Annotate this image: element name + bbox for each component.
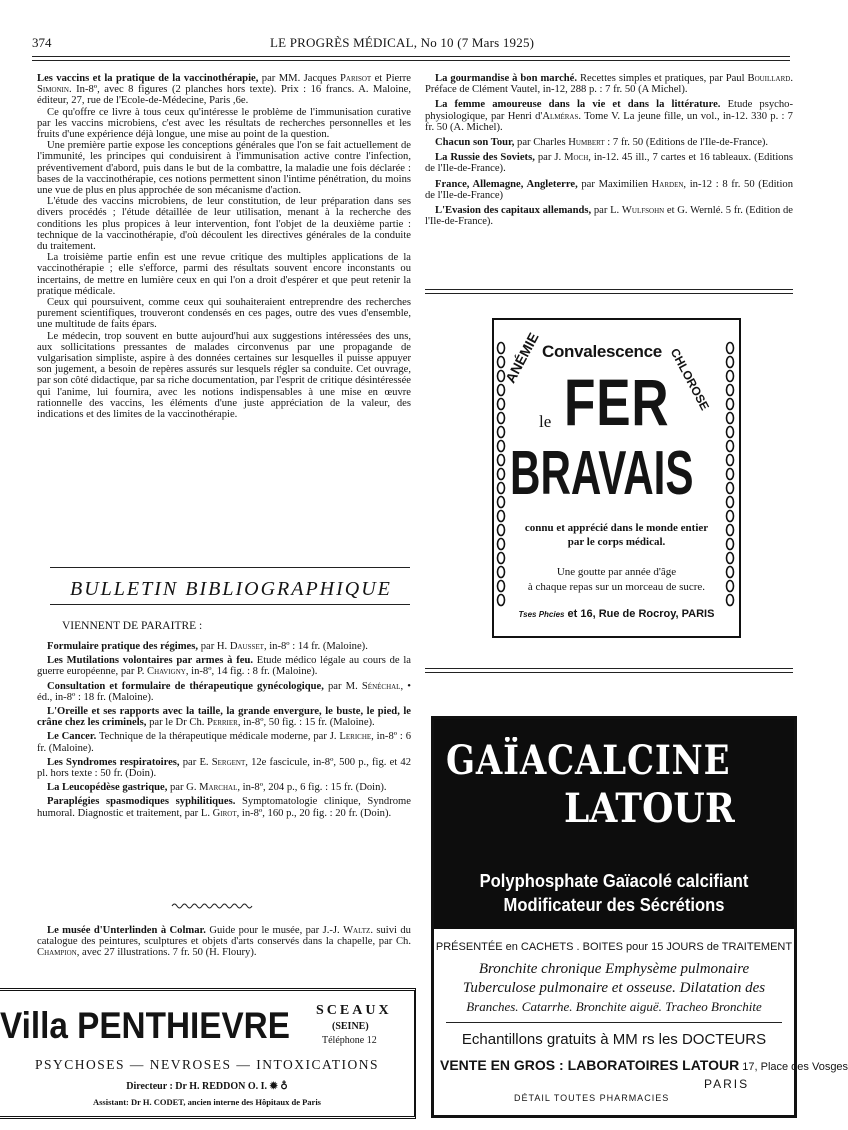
list-item: Les Syndromes respiratoires, par E. Sergent, 12e fascicule, in-8º, 500 p., fig. et 42 pl. hors texte : 50 fr. (Doin). (37, 756, 412, 780)
villa-penthievre-ad (0, 988, 416, 1119)
list-item: Le musée d'Unterlinden à Colmar. Guide pour le musée, par J.-J. Waltz. suivi du catalogue des peintures, sculptures et objets d'arts conservés dans la chapelle, par Ch. Champion, avec 27 illustrations. 7 fr. 50 (H. Floury). (37, 925, 411, 959)
list-item: Consultation et formulaire de thérapeutique gynécologique, par M. Sénéchal, • éd., in-8º : 18 fr. (Maloine). (37, 680, 411, 703)
author-name: Parisot (340, 73, 372, 84)
review-paragraph: Ceux qui poursuivent, comme ceux qui souhaiteraient entreprendre des recherches purement scientifiques, trouveront condensés en ces pages, outre des vues d'ensemble, une multitude de faits épars. (37, 297, 411, 331)
author-name: Simonin (37, 84, 69, 96)
fer-label: FER (564, 365, 670, 439)
list-item: L'Oreille et ses rapports avec la taille, la grande envergure, le buste, le pied, le crâne chez les criminels, par le Dr Ch. Perrier, in-8º, 50 fig. : 15 fr. (Maloine). (37, 706, 411, 729)
review-paragraph: L'étude des vaccins microbiens, de leur constitution, de leur préparation dans ses divers procédés ; l'étude détaillée de leur utilisation, menant à la recherche des conditions les plus propices à leur intervention, font l'objet de la deuxième partie : technique de la vaccinothérapie, d'où découlent les directives générales de la conduite du traitement. (37, 196, 411, 253)
review-paragraph: Ce qu'offre ce livre à tous ceux qu'intéresse le problème de l'immunisation curative par les vaccins microbiens, c'est avec les résultats de recherches personnelles et les fruits d'une expérience déjà longue, une mise au point de la question. (37, 106, 411, 141)
anemie-label: ANÉMIE (502, 329, 542, 386)
gaiacalcine-line-2: Modificateur des Sécrétions (503, 895, 725, 915)
fer-address: Tses Phcies et 16, Rue de Rocroy, PARIS (518, 608, 715, 620)
bulletin-heading: BULLETIN BIBLIOGRAPHIQUE (70, 578, 392, 600)
list-item: France, Allemagne, Angleterre, par Maximilien Harden, in-12 : 8 fr. 50 (Edition de l'Ile-de-France) (425, 178, 794, 201)
list-item: Paraplégies spasmodiques syphilitiques. Symptomatologie clinique, Syndrome humoral. Diagnostic et traitement, par L. Girot, in-8º, 160 p., 20 fig. : 20 fr. (Doin). (37, 796, 411, 819)
review-paragraph: Le médecin, trop souvent en butte aujourd'hui aux suggestions intéressées des uns, aux sollicitations pressantes de malades circonvenus par une propagande de vulgarisation simpliste, aspire à des données certaines sur lesquelles il puisse appuyer son jugement, a besoin de repères assurés sur lesquels régler sa conduite. Cet ouvrage, par son côté didactique, par sa riche documentation, par l'esprit de critique désintéressée qui l'anime, lui fournira, avec les notions indispensables à une mise en œuvre rationnelle des vaccins, les éléments d'une juste appréciation de la valeur, des indications et des limites de la vaccinothérapie. (37, 330, 411, 421)
villa-assistant: Assistant: Dr H. CODET, ancien interne des Hôpitaux de Paris (92, 1097, 321, 1107)
bulletin-bottom-rule (50, 604, 410, 605)
gaiacalcine-vente: VENTE EN GROS : LABORATOIRES LATOUR 17, Place des Vosges (440, 1057, 848, 1073)
gaiacalcine-line-1: Polyphosphate Gaïacolé calcifiant (479, 871, 749, 891)
review-title: Les vaccins et la pratique de la vaccinothérapie, (37, 73, 259, 84)
gaiacalcine-detail: DÉTAIL TOUTES PHARMACIES (514, 1093, 670, 1103)
villa-specialties: PSYCHOSES — NEVROSES — INTOXICATIONS (34, 1057, 380, 1072)
right-divider-2 (425, 668, 793, 673)
fer-line-4: à chaque repas sur un morceau de sucre. (527, 581, 706, 593)
gaiacalcine-presentation: PRÉSENTÉE en CACHETS . BOITES pour 15 JOURS de TRAITEMENT (435, 941, 793, 953)
right-column-list (425, 73, 793, 231)
header-rule (32, 56, 790, 61)
gaiacalcine-ad (431, 716, 848, 1118)
list-item: La Leucopédèse gastrique, par G. Marchal, in-8º, 204 p., 6 fig. : 15 fr. (Doin). (47, 782, 387, 794)
list-item: Chacun son Tour, par Charles Humbert : 7 fr. 50 (Editions de l'Ile-de-France). (435, 137, 769, 149)
gaiacalcine-samples: Echantillons gratuits à MM rs les DOCTEURS (461, 1031, 767, 1048)
wave-divider (172, 902, 252, 910)
gaiacalcine-indication-1: Bronchite chronique Emphysème pulmonaire (478, 961, 750, 977)
fer-line-1: connu et apprécié dans le monde entier (524, 522, 709, 534)
page-number: 374 (32, 35, 52, 50)
list-item: Formulaire pratique des régimes, par H. Dausset, in-8º : 14 fr. (Maloine). (47, 641, 368, 652)
list-item: La Russie des Soviets, par J. Moch, in-12. 45 ill., 7 cartes et 16 tableaux. (Editions de l'Ile-de-France). (425, 152, 794, 175)
fer-line-3: Une goutte par année d'âge (556, 566, 677, 578)
latour-brand: LATOUR (564, 785, 735, 832)
bravais-label: BRAVAIS (510, 439, 694, 508)
gaiacalcine-inner-rule (446, 1022, 782, 1023)
convalescence-label: Convalescence (542, 342, 662, 361)
review-paragraph: Une première partie expose les conceptions générales que l'on se fait actuellement de l'immunité, les principes qui conduisirent à l'immunisation active contre l'infection, préventivement d'abord, puis dans le but de la combattre, la maladie une fois déclarée : bases de la vaccinothérapie, ces notions permettent sinon l'intime pénétration, du moins une vue de plus en plus approchée de son mécanisme d'action. (37, 140, 411, 197)
villa-director: Directeur : Dr H. REDDON O. I. ✹ ♁ (126, 1081, 288, 1092)
bulletin-list (37, 641, 411, 822)
gaiacalcine-paris: PARIS (704, 1077, 750, 1091)
gaiacalcine-indication-2: Tuberculose pulmonaire et osseuse. Dilatation des (462, 980, 766, 996)
review-article (37, 73, 411, 420)
chlorose-label: CHLOROSE (667, 346, 712, 413)
list-item: La gourmandise à bon marché. Recettes simples et pratiques, par Paul Bouillard. Préface de Clément Vautel, in-12, 288 p. : 7 fr. 50 (A Michel). (425, 73, 793, 96)
musee-entry (37, 925, 411, 962)
list-item: Le Cancer. Technique de la thérapeutique médicale moderne, par J. Leriche, in-8º : 6 fr. (Maloine). (37, 731, 411, 754)
list-item: La femme amoureuse dans la vie et dans la littérature. Etude psycho-physiologique, par Henri d'Alméras. Tome V. La jeune fille, un vol., in-12. 330 p. : 7 fr. 50 (A. Michel). (425, 99, 793, 133)
journal-header: LE PROGRÈS MÉDICAL, No 10 (7 Mars 1925) (270, 35, 535, 50)
villa-name: Villa PENTHIEVRE (0, 1005, 290, 1046)
review-heading: Les vaccins et la pratique de la vaccinothérapie, par MM. Jacques Parisot et Pierre Simonin. In-8º, avec 8 figures (2 planches hors texte). Prix : 16 francs. A. Maloine, éditeur, 27, rue de l'Ecole-de-Médecine, Paris ,6e. (37, 73, 411, 107)
bulletin-subheading: VIENNENT DE PARAITRE : (62, 620, 203, 632)
list-item: Les Mutilations volontaires par armes à feu. Etude médico légale au cours de la guerre européenne, par P. Chavigny, in-8º, 14 fig. : 8 fr. (Maloine). (37, 655, 411, 678)
gaiacalcine-indication-3: Branches. Catarrhe. Bronchite aiguë. Tracheo Bronchite (466, 999, 762, 1014)
fer-bravais-ad (492, 318, 741, 638)
le-label: le (539, 412, 552, 431)
right-divider-1 (425, 289, 793, 294)
bulletin-top-rule (50, 567, 410, 568)
fer-line-2: par le corps médical. (567, 536, 666, 548)
gaiacalcine-name: GAÏACALCINE (446, 737, 731, 784)
review-paragraph: La troisième partie enfin est une revue critique des multiples applications de la vaccinothérapie ; elle s'efforce, parmi des résultats souvent encore inconstants ou incertains, de mettre en lumière ceux en qui l'on a droit d'espérer et que peut retenir la pratique médicale. (37, 252, 411, 297)
list-item: L'Evasion des capitaux allemands, par L. Wulfsohn et G. Wernlé. 5 fr. (Edition de l'Ile-de-France). (425, 205, 793, 228)
villa-sceaux: SCEAUX (316, 1003, 392, 1018)
villa-phone: Téléphone 12 (322, 1035, 377, 1046)
villa-seine: (SEINE) (332, 1021, 369, 1032)
